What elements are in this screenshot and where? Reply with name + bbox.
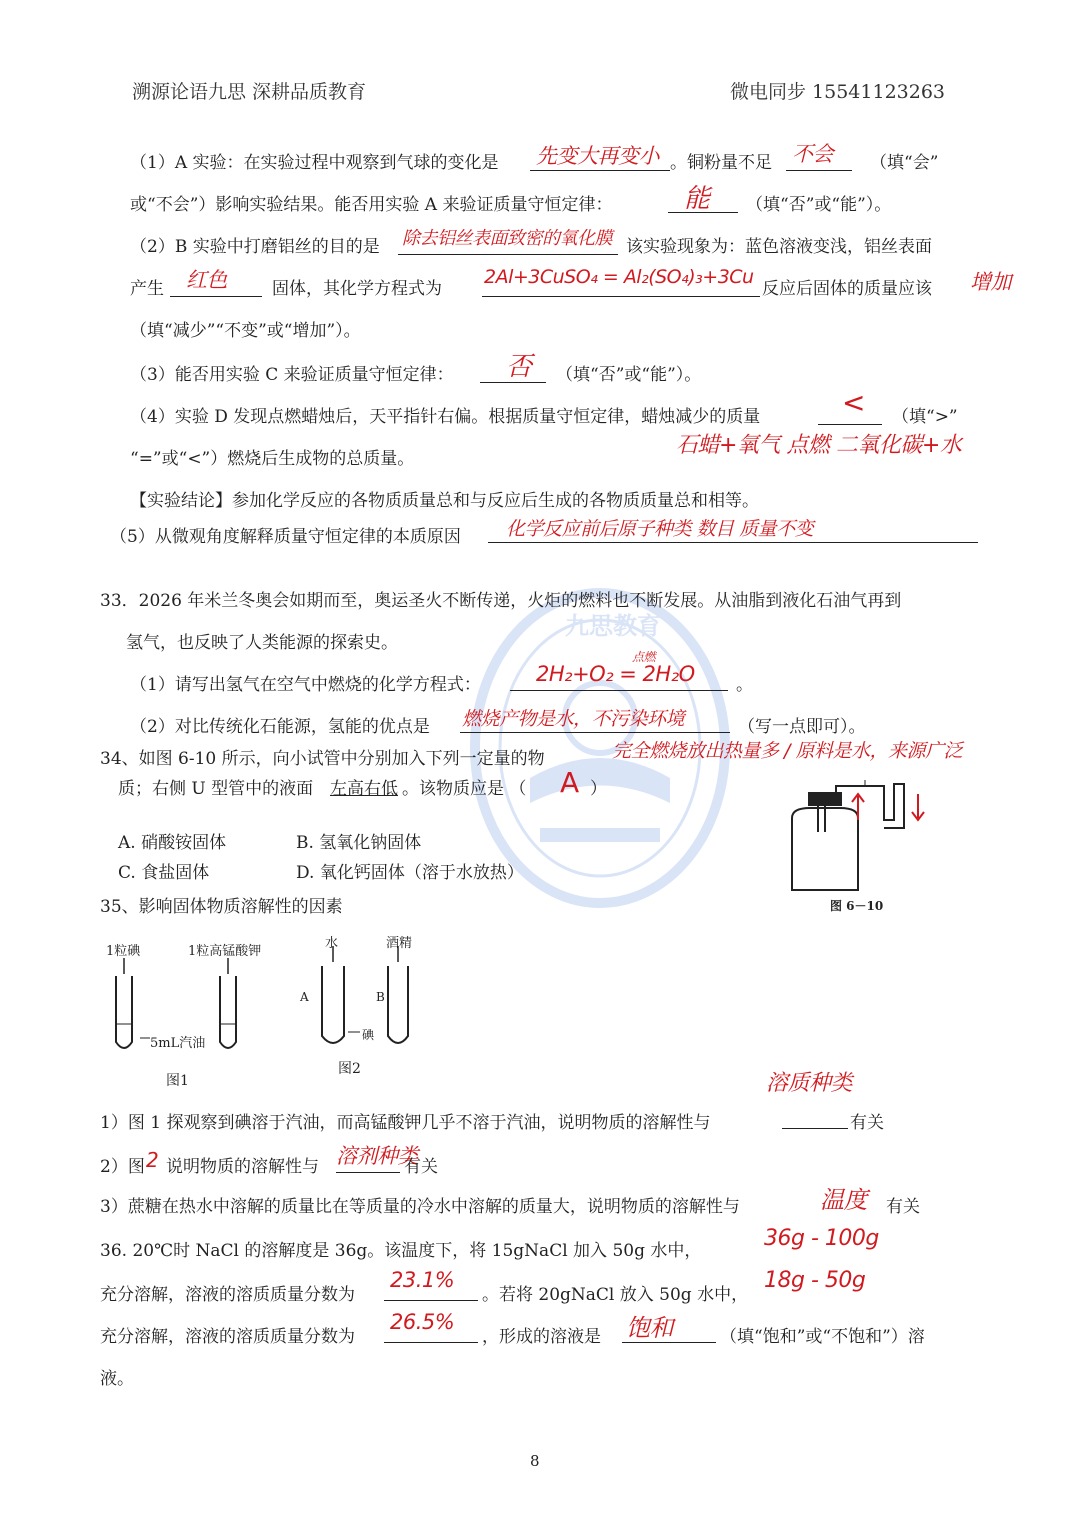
handwritten-arrows <box>848 790 938 830</box>
fig1-caption: 图1 <box>166 1073 189 1089</box>
q32-p1-text-b: 。铜粉量不足 <box>670 153 772 173</box>
fig1-label-gasoline: 5mL汽油 <box>150 1036 206 1051</box>
q32-p1-text-a: （1）A 实验：在实验过程中观察到气球的变化是 <box>130 153 499 173</box>
q32-p4-text-b: （填“>” <box>892 407 958 427</box>
q35-p3-text-b: 有关 <box>886 1197 920 1217</box>
q35-p2-text-a: 2）图 <box>100 1157 145 1177</box>
q33-p1-text-b: 。 <box>736 675 753 695</box>
q32-p4-text-c: “=”或“<”）燃烧后生成物的总质量。 <box>130 449 415 469</box>
answer-blank <box>510 690 728 691</box>
q33-line2: 氢气，也反映了人类能源的探索史。 <box>126 633 398 653</box>
q34-line2-d: ） <box>590 779 607 799</box>
q35-p2-text-b: 说明物质的溶解性与 <box>166 1157 319 1177</box>
fig2-label-iodine: 碘 <box>362 1028 375 1042</box>
fig2-label-water: 水 <box>325 936 339 951</box>
q36-line1: 36. 20℃时 NaCl 的溶解度是 36g。该温度下，将 15gNaCl 加入 50g 水中， <box>100 1241 702 1261</box>
handwritten-answer: 饱和 <box>626 1314 673 1342</box>
q35-p1-text-b: 有关 <box>850 1113 884 1133</box>
handwritten-note: 36g - 100g <box>764 1226 879 1251</box>
fig2-label-alcohol: 酒精 <box>386 936 413 951</box>
q33-line1: 33．2026 年米兰冬奥会如期而至，奥运圣火不断传递，火炬的燃料也不断发展。从油脂到液化石油气再到 <box>100 591 902 611</box>
q33-p1-text-a: （1）请写出氢气在空气中燃烧的化学方程式： <box>130 675 481 695</box>
q35-title: 35、影响固体物质溶解性的因素 <box>100 897 343 917</box>
handwritten-answer: < <box>842 386 865 419</box>
handwritten-note: 石蜡+氧气 点燃 二氧化碳+水 <box>676 433 962 458</box>
answer-blank <box>782 1128 848 1129</box>
q32-p1-text-e: （填“否”或“能”）。 <box>746 195 892 215</box>
answer-blank <box>336 1172 400 1173</box>
header-left: 溯源论语九思 深耕品质教育 <box>132 81 367 103</box>
q32-p1-text-d: 或“不会”）影响实验结果。能否用实验 A 来验证质量守恒定律： <box>130 195 613 215</box>
handwritten-answer: 除去铝丝表面致密的氧化膜 <box>402 228 612 249</box>
handwritten-answer: 先变大再变小 <box>536 144 659 168</box>
handwritten-answer: 燃烧产物是水，不污染环境 <box>462 708 685 730</box>
answer-blank <box>398 254 618 255</box>
q34-option-a: A. 硝酸铵固体 <box>118 833 227 853</box>
handwritten-answer: 2H₂+O₂ = 2H₂O <box>536 662 695 686</box>
answer-blank <box>170 296 262 297</box>
watermark-text: 九思教育 <box>565 611 661 640</box>
q32-p4-text-a: （4）实验 D 发现点燃蜡烛后，天平指针右偏。根据质量守恒定律，蜡烛减少的质量 <box>130 407 761 427</box>
answer-blank <box>786 170 852 171</box>
q32-p1-text-c: （填“会” <box>870 153 939 173</box>
header-right: 微电同步 15541123263 <box>730 81 946 103</box>
q36-line3-c: （填“饱和”或“不饱和”）溶 <box>720 1327 925 1347</box>
handwritten-answer: 否 <box>506 352 532 382</box>
handwritten-answer: 2 <box>146 1148 159 1172</box>
q33-p2-text-b: （写一点即可）。 <box>738 717 866 737</box>
handwritten-answer: 溶剂种类 <box>336 1144 418 1168</box>
handwritten-answer: 增加 <box>970 270 1011 294</box>
answer-blank <box>818 424 882 425</box>
handwritten-answer: 温度 <box>820 1186 867 1214</box>
q36-line3-b: ，形成的溶液是 <box>482 1327 601 1347</box>
handwritten-condition: 点燃 <box>632 650 656 664</box>
q36-line3-a: 充分溶解，溶液的溶质质量分数为 <box>100 1327 355 1347</box>
fig1-label-kmno4: 1粒高锰酸钾 <box>188 944 262 959</box>
q34-option-b: B. 氢氧化钠固体 <box>296 833 422 853</box>
fig1-label-iodine: 1粒碘 <box>106 944 141 959</box>
figure-6-10-caption: 图 6－10 <box>830 899 884 913</box>
answer-blank <box>460 732 730 733</box>
handwritten-note: 18g - 50g <box>764 1268 866 1293</box>
q34-option-d: D. 氧化钙固体（溶于水放热） <box>296 863 524 883</box>
handwritten-answer: 能 <box>684 184 710 214</box>
handwritten-answer: A <box>560 766 579 799</box>
q34-line1: 34、如图 6-10 所示，向小试管中分别加入下列一定量的物 <box>100 749 545 769</box>
q32-conclusion: 【实验结论】参加化学反应的各物质质量总和与反应后生成的各物质质量总和相等。 <box>130 491 759 511</box>
q35-p1-text-a: 1）图 1 探观察到碘溶于汽油，而高锰酸钾几乎不溶于汽油，说明物质的溶解性与 <box>100 1113 711 1133</box>
answer-blank <box>482 296 760 297</box>
handwritten-answer: 红色 <box>186 268 227 292</box>
q36-line2-b: 。若将 20gNaCl 放入 50g 水中， <box>482 1285 749 1305</box>
handwritten-answer: 溶质种类 <box>766 1071 853 1096</box>
answer-blank <box>530 170 670 171</box>
handwritten-answer: 化学反应前后原子种类 数目 质量不变 <box>506 518 814 540</box>
q32-p5-text-a: （5）从微观角度解释质量守恒定律的本质原因 <box>110 527 461 547</box>
handwritten-answer: 2Al+3CuSO₄ = Al₂(SO₄)₃+3Cu <box>484 266 754 288</box>
fig2-caption: 图2 <box>338 1061 361 1077</box>
q34-line2-c: 。该物质应是 （ <box>402 779 527 799</box>
q34-line2-b: 左高右低 <box>330 779 398 799</box>
q32-p2-text-f: （填“减少”“不变”或“增加”）。 <box>130 321 361 341</box>
q36-line4: 液。 <box>100 1369 134 1389</box>
q32-p2-text-a: （2）B 实验中打磨铝丝的目的是 <box>130 237 380 257</box>
q32-p2-text-d: 固体，其化学方程式为 <box>272 279 442 299</box>
answer-blank <box>488 542 978 543</box>
handwritten-answer: 不会 <box>792 142 833 166</box>
q32-p2-text-b: 该实验现象为：蓝色溶液变浅，铝丝表面 <box>626 237 932 257</box>
q34-option-c: C. 食盐固体 <box>118 863 210 883</box>
q35-p2-text-c: 有关 <box>404 1157 438 1177</box>
handwritten-answer: 23.1% <box>390 1268 455 1292</box>
q34-line2-a: 质；右侧 U 型管中的液面 <box>118 779 314 799</box>
q32-p2-text-c: 产生 <box>130 279 164 299</box>
answer-blank <box>384 1342 478 1343</box>
handwritten-answer: 26.5% <box>390 1310 455 1334</box>
page-number: 8 <box>530 1452 540 1470</box>
q33-p2-text-a: （2）对比传统化石能源，氢能的优点是 <box>130 717 430 737</box>
q32-p2-text-e: 反应后固体的质量应该 <box>762 279 932 299</box>
fig2-mark-a: A <box>300 990 309 1004</box>
q32-p3-text-b: （填“否”或“能”）。 <box>556 365 702 385</box>
q35-p3-text-a: 3）蔗糖在热水中溶解的质量比在等质量的冷水中溶解的质量大，说明物质的溶解性与 <box>100 1197 740 1217</box>
q32-p3-text-a: （3）能否用实验 C 来验证质量守恒定律： <box>130 365 454 385</box>
handwritten-note: 完全燃烧放出热量多 / 原料是水，来源广泛 <box>612 740 962 762</box>
q36-line2-a: 充分溶解，溶液的溶质质量分数为 <box>100 1285 355 1305</box>
answer-blank <box>384 1300 478 1301</box>
fig2-mark-b: B <box>376 990 385 1004</box>
